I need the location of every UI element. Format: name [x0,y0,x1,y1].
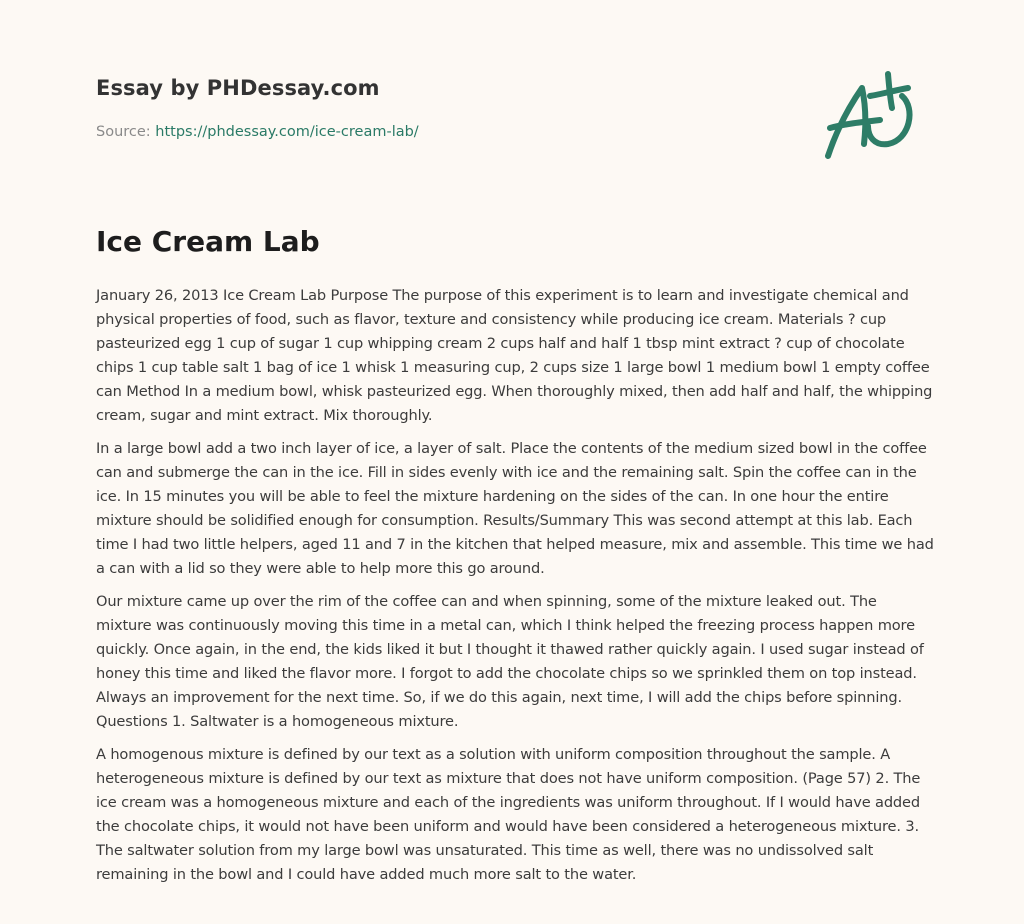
source-label: Source: [96,124,151,140]
paragraph: A homogenous mixture is defined by our text as a solution with uniform composition throughout the sample. A heterogeneous mixture is defined by our text as mixture that does not have uniform composition. (Page 57) 2. The ice cream was a homogeneous mixture and each of the ingredients was uniform throughout. If I would have added the chocolate chips, it would not have been uniform and would have been considered a heterogeneous mixture. 3. The saltwater solution from my large bowl was unsaturated. This time as well, there was no undissolved salt remaining in the bowl and I could have added much more salt to the water. [96,746,921,883]
brand-title: Essay by PHDessay.com [96,76,380,100]
paragraph: January 26, 2013 Ice Cream Lab Purpose The purpose of this experiment is to learn and investigate chemical and physical properties of food, such as flavor, texture and consistency while producing ice cream. Materials ? cup pasteurized egg 1 cup of sugar 1 cup whipping cream 2 cups half and half 1 tbsp mint extract ? cup of chocolate chips 1 cup table salt 1 bag of ice 1 whisk 1 measuring cup, 2 cups size 1 large bowl 1 medium bowl 1 empty coffee can Method In a medium bowl, whisk pasteurized egg. When thoroughly mixed, then add half and half, the whipping cream, sugar and mint extract. Mix thoroughly. [96,287,933,424]
page-header [96,0,936,200]
paragraph: In a large bowl add a two inch layer of ice, a layer of salt. Place the contents of the medium sized bowl in the coffee can and submerge the can in the ice. Fill in sides evenly with ice and the remaining salt. Spin the coffee can in the ice. In 15 minutes you will be able to feel the mixture hardening on the sides of the can. In one hour the entire mixture should be solidified enough for consumption. Results/Summary This was second attempt at this lab. Each time I had two little helpers, aged 11 and 7 in the kitchen that helped measure, mix and assemble. This time we had a can with a lid so they were able to help more this go around. [96,440,934,577]
document-title: Ice Cream Lab [96,225,320,258]
essay-page [96,0,936,883]
source-line [96,124,419,140]
essay-body [96,284,934,896]
paragraph: Our mixture came up over the rim of the coffee can and when spinning, some of the mixture leaked out. The mixture was continuously moving this time in a metal can, which I think helped the freezing process happen more quickly. Once again, in the end, the kids liked it but I thought it thawed rather quickly again. I used sugar instead of honey this time and liked the flavor more. I forgot to add the chocolate chips so we sprinkled them on top instead. Always an improvement for the next time. So, if we do this again, next time, I will add the chips before spinning. Questions 1. Saltwater is a homogeneous mixture. [96,593,924,730]
a-plus-grade-icon [822,66,932,166]
source-link[interactable]: https://phdessay.com/ice-cream-lab/ [155,124,419,140]
